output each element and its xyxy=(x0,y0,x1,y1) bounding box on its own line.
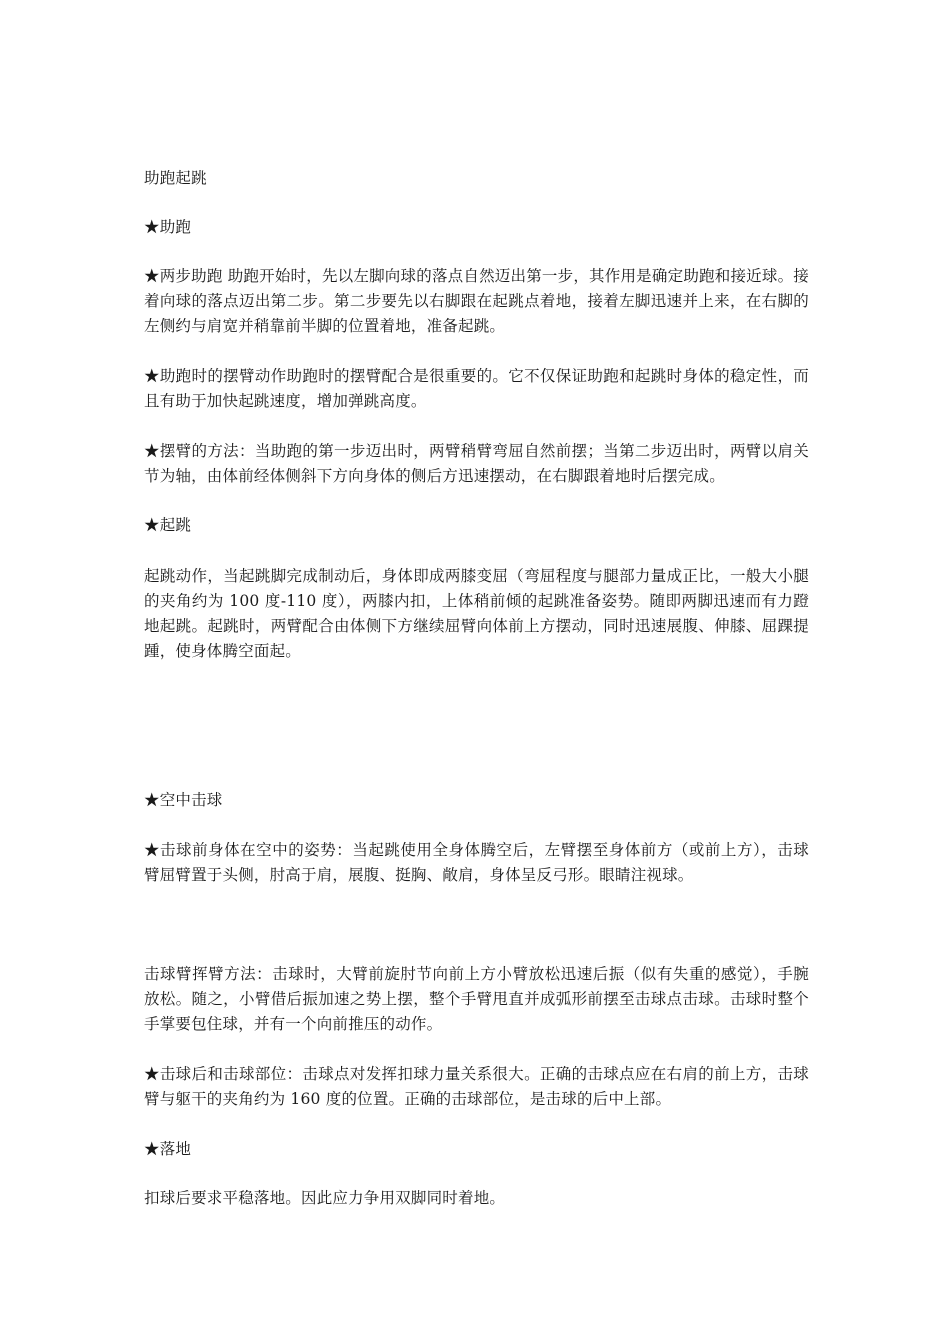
section-heading-landing: ★落地 xyxy=(144,1140,192,1158)
paragraph-arm-swing-method: ★摆臂的方法：当助跑的第一步迈出时，两臂稍臂弯屈自然前摆；当第二步迈出时，两臂以肩关节为轴，由体前经体侧斜下方向身体的侧后方迅速摆动，在右脚跟着地时后摆完成。 xyxy=(144,442,809,485)
paragraph-take-off-action: 起跳动作，当起跳脚完成制动后，身体即成两膝变屈（弯屈程度与腿部力量成正比，一般大小腿的夹角约为 100 度-110 度），两膝内扣，上体稍前倾的起跳准备姿势。随即两脚迅速而有力蹬地起跳。起跳时，两臂配合由体侧下方继续屈臂向体前上方摆动，同时迅速展腹、伸膝、屈踝提踵，使身体腾空面起。 xyxy=(144,567,809,660)
paragraph-hitting-arm-swing: 击球臂挥臂方法：击球时，大臂前旋肘节向前上方小臂放松迅速后振（似有失重的感觉），手腕放松。随之，小臂借后振加速之势上摆，整个手臂甩直并成弧形前摆至击球点击球。击球时整个手掌要包住球，并有一个向前推压的动作。 xyxy=(144,965,809,1033)
section-heading-run-up: ★助跑 xyxy=(144,218,192,236)
paragraph-aerial-posture: ★击球前身体在空中的姿势：当起跳使用全身体腾空后，左臂摆至身体前方（或前上方），击球臂屈臂置于头侧，肘高于肩，展腹、挺胸、敞肩，身体呈反弓形。眼睛注视球。 xyxy=(144,841,809,884)
paragraph-landing: 扣球后要求平稳落地。因此应力争用双脚同时着地。 xyxy=(144,1189,506,1207)
paragraph-arm-swing-during-run-up: ★助跑时的摆臂动作助跑时的摆臂配合是很重要的。它不仅保证助跑和起跳时身体的稳定性，而且有助于加快起跳速度，增加弹跳高度。 xyxy=(144,367,809,410)
section-heading-aerial-hit: ★空中击球 xyxy=(144,791,223,809)
paragraph-two-step-run-up: ★两步助跑 助跑开始时，先以左脚向球的落点自然迈出第一步，其作用是确定助跑和接近球。接着向球的落点迈出第二步。第二步要先以右脚跟在起跳点着地，接着左脚迅速并上来，在右脚的左侧约与肩宽并稍靠前半脚的位置着地，准备起跳。 xyxy=(144,267,809,335)
document-title: 助跑起跳 xyxy=(144,169,207,187)
paragraph-hit-point: ★击球后和击球部位：击球点对发挥扣球力量关系很大。正确的击球点应在右肩的前上方，击球臂与躯干的夹角约为 160 度的位置。正确的击球部位，是击球的后中上部。 xyxy=(144,1065,809,1108)
section-heading-take-off: ★起跳 xyxy=(144,516,192,534)
